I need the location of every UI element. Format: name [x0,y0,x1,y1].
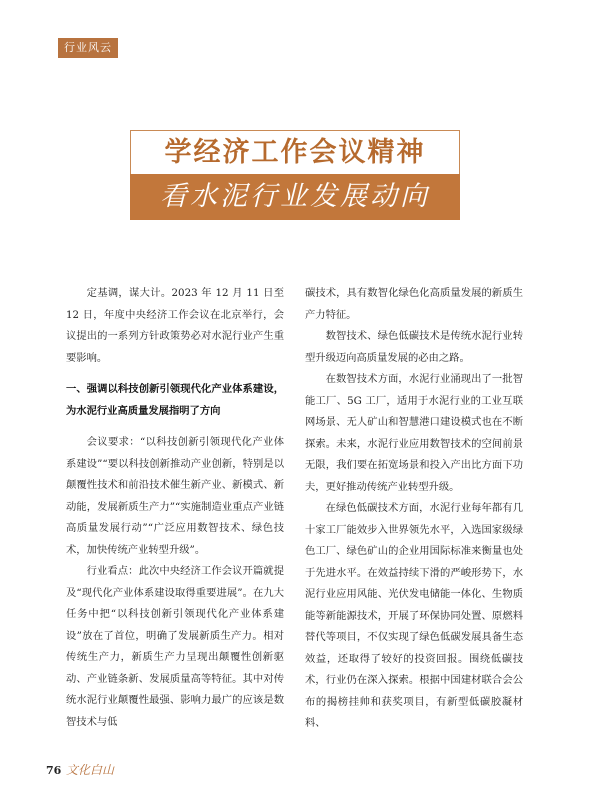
paragraph: 会议要求：“以科技创新引领现代化产业体系建设”“要以科技创新推动产业创新，特别是以颠覆性技术和前沿技术催生新产业、新模式、新动能，发展新质生产力”“实施制造业重点产业链高质量发展行动”“广泛应用数智技术、绿色技术，加快传统产业转型升级”。 [66,436,284,556]
left-column [66,283,284,733]
brand-logo: 文化白山 [66,763,115,777]
article-title [130,130,460,220]
paragraph: 在绿色低碳技术方面，水泥行业每年都有几十家工厂能效步入世界领先水平，入选国家级绿色工厂、绿色矿山的企业用国际标准来衡量也处于先进水平。在效益持续下滑的严峻形势下，水泥行业应用风能、光伏发电储能一体化、生物质能等新能源技术，开展了环保协同处置、原燃料替代等项目，不仅实现了绿色低碳发展具备生态效益，还取得了较好的投资回报。围绕低碳技术，行业仍在深入探索。根据中国建材联合会公布的揭榜挂帅和获奖项目，有新型低碳胶凝材料、 [305,502,523,729]
title-line1: 学经济工作会议精神 [164,137,426,168]
right-column [305,283,523,735]
section-tag: 行业风云 [58,38,118,58]
page-number: 76 [46,764,62,777]
paragraph: 数智技术、绿色低碳技术是传统水泥行业转型升级迈向高质量发展的必由之路。 [305,330,523,364]
paragraph: 在数智技术方面，水泥行业涌现出了一批智能工厂、5G 工厂，适用于水泥行业的工业互联网场景、无人矿山和智慧港口建设模式也在不断探索。未来，水泥行业应用数智技术的空间前景无限，我们要在拓宽场景和投入产出比方面下功夫，更好推动传统产业转型升级。 [305,373,523,493]
paragraph: 行业看点：此次中央经济工作会议开篇就提及“现代化产业体系建设取得重要进展”。在九大任务中把“以科技创新引领现代化产业体系建设”放在了首位，明确了发展新质生产力。相对传统生产力，新质生产力呈现出颠覆性创新驱动、产业链条新、发展质量高等特征。其中对传统水泥行业颠覆性最强、影响力最广的应该是数智技术与低 [66,565,284,728]
intro-paragraph: 定基调，谋大计。2023 年 12 月 11 日至 12 日，年度中央经济工作会议在北京举行，会议提出的一系列方针政策势必对水泥行业产生重要影响。 [66,287,284,364]
title-line1-box [130,130,460,176]
title-line2-box [130,174,460,220]
section-heading-1: 一、强调以科技创新引领现代化产业体系建设，为水泥行业高质量发展指明了方向 [66,383,284,417]
title-line2: 看水泥行业发展动向 [160,181,430,212]
paragraph-continued: 碳技术，具有数智化绿色化高质量发展的新质生产力特征。 [305,287,523,321]
